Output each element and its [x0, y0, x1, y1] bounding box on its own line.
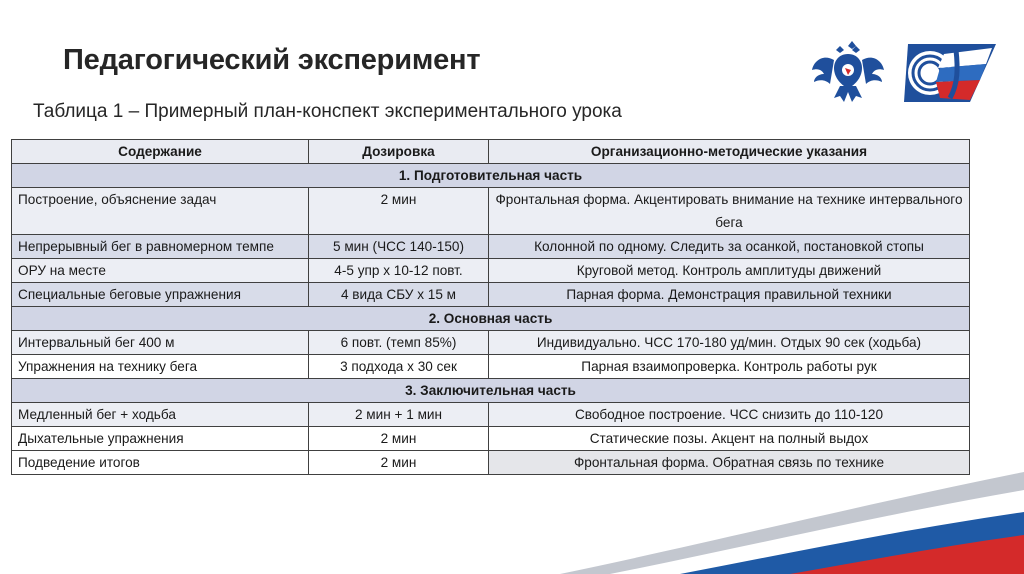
cell-notes: Фронтальная форма. Акцентировать внимание на технике интервального бега — [489, 188, 970, 235]
cell-dosage: 5 мин (ЧСС 140-150) — [309, 235, 489, 259]
table-row — [12, 451, 970, 475]
section-title: 2. Основная часть — [12, 307, 970, 331]
cell-notes: Круговой метод. Контроль амплитуды движений — [489, 259, 970, 283]
table-row — [12, 188, 970, 235]
table-row — [12, 283, 970, 307]
cell-content: ОРУ на месте — [12, 259, 309, 283]
table-caption: Таблица 1 – Примерный план-конспект экспериментального урока — [33, 101, 622, 122]
cell-dosage: 3 подхода х 30 сек — [309, 355, 489, 379]
cell-notes: Фронтальная форма. Обратная связь по технике — [489, 451, 970, 475]
cell-dosage: 2 мин — [309, 427, 489, 451]
header-content: Содержание — [12, 140, 309, 164]
table-row — [12, 331, 970, 355]
cell-content: Подведение итогов — [12, 451, 309, 475]
section-title: 3. Заключительная часть — [12, 379, 970, 403]
cell-content: Непрерывный бег в равномерном темпе — [12, 235, 309, 259]
header-notes: Организационно-методические указания — [489, 140, 970, 164]
cell-content: Интервальный бег 400 м — [12, 331, 309, 355]
section-row-main — [12, 307, 970, 331]
table-row — [12, 235, 970, 259]
russian-coat-of-arms-icon — [810, 38, 886, 108]
cell-notes: Парная взаимопроверка. Контроль работы рук — [489, 355, 970, 379]
table-row — [12, 403, 970, 427]
header-dosage: Дозировка — [309, 140, 489, 164]
cell-content: Построение, объяснение задач — [12, 188, 309, 235]
cell-content: Медленный бег + ходьба — [12, 403, 309, 427]
cell-dosage: 2 мин — [309, 188, 489, 235]
cell-content: Специальные беговые упражнения — [12, 283, 309, 307]
cell-notes: Индивидуально. ЧСС 170-180 уд/мин. Отдых 90 сек (ходьба) — [489, 331, 970, 355]
cell-dosage: 4 вида СБУ х 15 м — [309, 283, 489, 307]
cell-dosage: 4-5 упр х 10-12 повт. — [309, 259, 489, 283]
cell-notes: Колонной по одному. Следить за осанкой, постановкой стопы — [489, 235, 970, 259]
cell-dosage: 2 мин + 1 мин — [309, 403, 489, 427]
cell-content: Упражнения на технику бега — [12, 355, 309, 379]
table-row — [12, 259, 970, 283]
table-row — [12, 355, 970, 379]
cell-dosage: 2 мин — [309, 451, 489, 475]
cell-notes: Статические позы. Акцент на полный выдох — [489, 427, 970, 451]
page-title: Педагогический эксперимент — [63, 44, 481, 76]
cell-dosage: 6 повт. (темп 85%) — [309, 331, 489, 355]
lesson-plan-table — [11, 139, 970, 475]
section-title: 1. Подготовительная часть — [12, 164, 970, 188]
cell-notes: Парная форма. Демонстрация правильной техники — [489, 283, 970, 307]
section-row-final — [12, 379, 970, 403]
logos — [810, 36, 1000, 112]
table-row — [12, 427, 970, 451]
table-header-row — [12, 140, 970, 164]
university-emblem-icon — [900, 38, 1000, 108]
cell-notes: Свободное построение. ЧСС снизить до 110-120 — [489, 403, 970, 427]
cell-content: Дыхательные упражнения — [12, 427, 309, 451]
section-row-preparatory — [12, 164, 970, 188]
